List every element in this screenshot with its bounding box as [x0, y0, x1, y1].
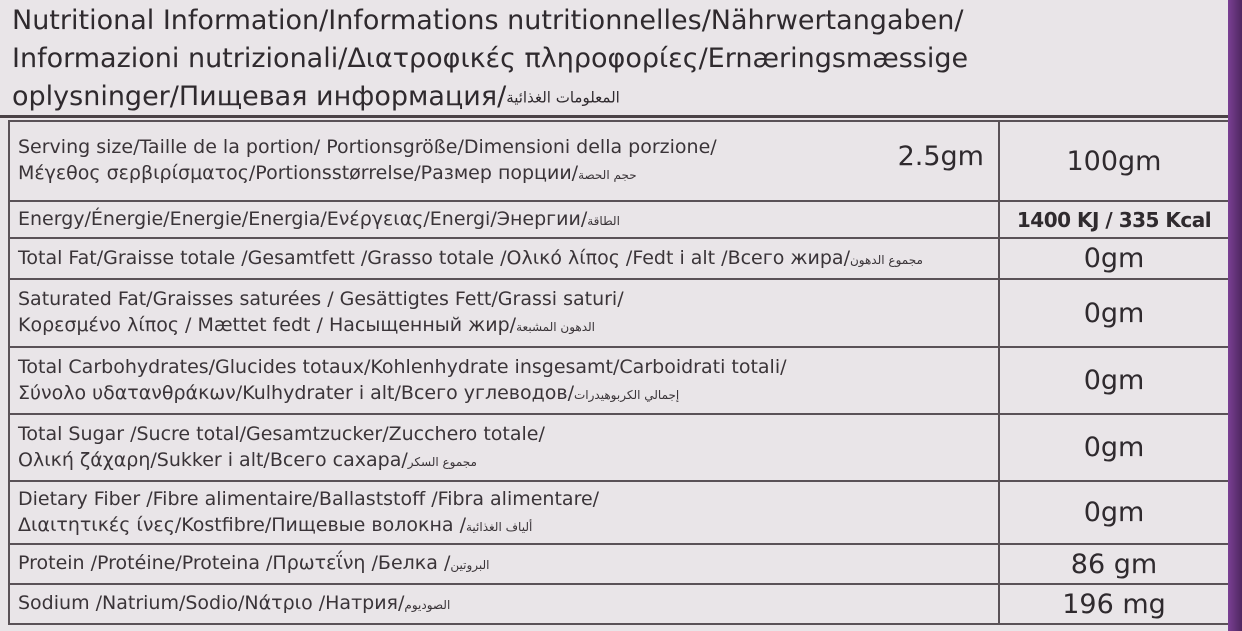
nutrient-label	[9, 584, 999, 624]
nutrient-label-line-2	[18, 312, 990, 340]
nutrient-value: 0gm	[999, 279, 1229, 347]
nutrient-value: 0gm	[999, 238, 1229, 279]
nutrition-table	[8, 120, 1230, 625]
nutrient-label-line-1: Total Carbohydrates/Glucides totaux/Kohlenhydrate insgesamt/Carboidrati totali/	[18, 355, 787, 378]
table-row	[9, 201, 1229, 238]
nutrient-label-line-2-text: Ολική ζάχαρη/Sukker i alt/Всего сахара/	[18, 448, 408, 471]
nutrient-label-line-2	[18, 447, 990, 475]
nutrient-label-arabic: مجموع السكر	[407, 454, 477, 469]
nutrient-value: 196 mg	[999, 584, 1229, 624]
serving-label-arabic: حجم الحصة	[578, 168, 637, 182]
nutrient-label	[9, 414, 999, 481]
serving-label-line-2-text: Μέγεθος σερβιρίσματος/Portionsstørrelse/Размер порции/	[18, 162, 579, 184]
nutrient-label	[9, 481, 999, 544]
serving-label-line-1: Serving size/Taille de la portion/ Portionsgröße/Dimensioni della porzione/	[18, 136, 717, 158]
nutrient-label-text: Sodium /Natrium/Sodio/Νάτριο /Натрия/	[18, 592, 405, 614]
table-row	[9, 584, 1229, 624]
nutrient-value: 0gm	[999, 414, 1229, 481]
nutrient-label-text: Protein /Protéine/Proteina /Πρωτεΐνη /Белка /	[18, 552, 451, 574]
header-line-2: Informazioni nutrizionali/Διατροφικές πληροφορίες/Ernæringsmæssige	[12, 43, 969, 74]
package-edge	[1228, 0, 1242, 631]
nutrient-value: 0gm	[999, 481, 1229, 544]
table-row	[9, 279, 1229, 347]
nutrient-label-line-2	[18, 512, 990, 540]
nutrient-label-arabic: إجمالي الكربوهيدرات	[573, 387, 680, 402]
header-line-3-text: oplysninger/Пищевая информация/	[12, 81, 507, 112]
nutrient-label-line-2-text: Κορεσμένο λίπος / Mættet fedt / Насыщенный жир/	[18, 314, 517, 336]
header-arabic: المعلومات الغذائية	[506, 88, 620, 107]
nutrient-label-line-1: Total Sugar /Sucre total/Gesamtzucker/Zucchero totale/	[18, 422, 545, 445]
nutrition-header	[0, 0, 1228, 118]
nutrient-label	[9, 201, 999, 238]
nutrient-label	[9, 347, 999, 414]
nutrient-label	[9, 238, 999, 279]
table-row	[9, 238, 1229, 279]
header-line-1: Nutritional Information/Informations nutritionnelles/Nährwertangaben/	[12, 5, 964, 36]
nutrient-label-arabic: مجموع الدهون	[849, 252, 923, 267]
serving-amount: 2.5gm	[897, 141, 984, 172]
serving-label-line-2	[18, 160, 990, 188]
nutrient-label-line-2	[18, 380, 990, 408]
nutrient-label-arabic: الصوديوم	[404, 598, 451, 612]
nutrient-label-arabic: الدهون المشبعة	[516, 320, 596, 334]
nutrient-value: 0gm	[999, 347, 1229, 414]
nutrient-label	[9, 279, 999, 347]
serving-row	[9, 121, 1229, 201]
table-row	[9, 544, 1229, 584]
header-line-3	[12, 78, 1218, 117]
nutrient-label-text: Energy/Énergie/Energie/Energia/Ενέργειας/Energi/Энергии/	[18, 207, 588, 230]
nutrient-label-arabic: البروتين	[450, 558, 490, 572]
nutrient-label-arabic: ألياف الغذائية	[465, 519, 533, 534]
nutrient-label-line-1: Saturated Fat/Graisses saturées / Gesättigtes Fett/Grassi saturi/	[18, 288, 624, 310]
nutrient-label-text: Total Fat/Graisse totale /Gesamtfett /Grasso totale /Ολικό λίπος /Fedt i alt /Всего жира/	[18, 246, 850, 269]
table-row	[9, 414, 1229, 481]
nutrient-value: 86 gm	[999, 544, 1229, 584]
per-amount-header: 100gm	[999, 121, 1229, 201]
serving-label-cell	[9, 121, 999, 201]
nutrient-value: 1400 KJ / 335 Kcal	[999, 201, 1229, 238]
nutrient-label-line-2-text: Διαιτητικές ίνες/Kostfibre/Пищевые волокна /	[18, 513, 466, 536]
table-row	[9, 481, 1229, 544]
nutrient-label-line-2-text: Σύνολο υδατανθράκων/Kulhydrater i alt/Всего углеводов/	[18, 381, 574, 404]
nutrient-label-arabic: الطاقة	[587, 213, 620, 228]
nutrient-label	[9, 544, 999, 584]
nutrient-label-line-1: Dietary Fiber /Fibre alimentaire/Ballaststoff /Fibra alimentare/	[18, 487, 600, 510]
table-row	[9, 347, 1229, 414]
